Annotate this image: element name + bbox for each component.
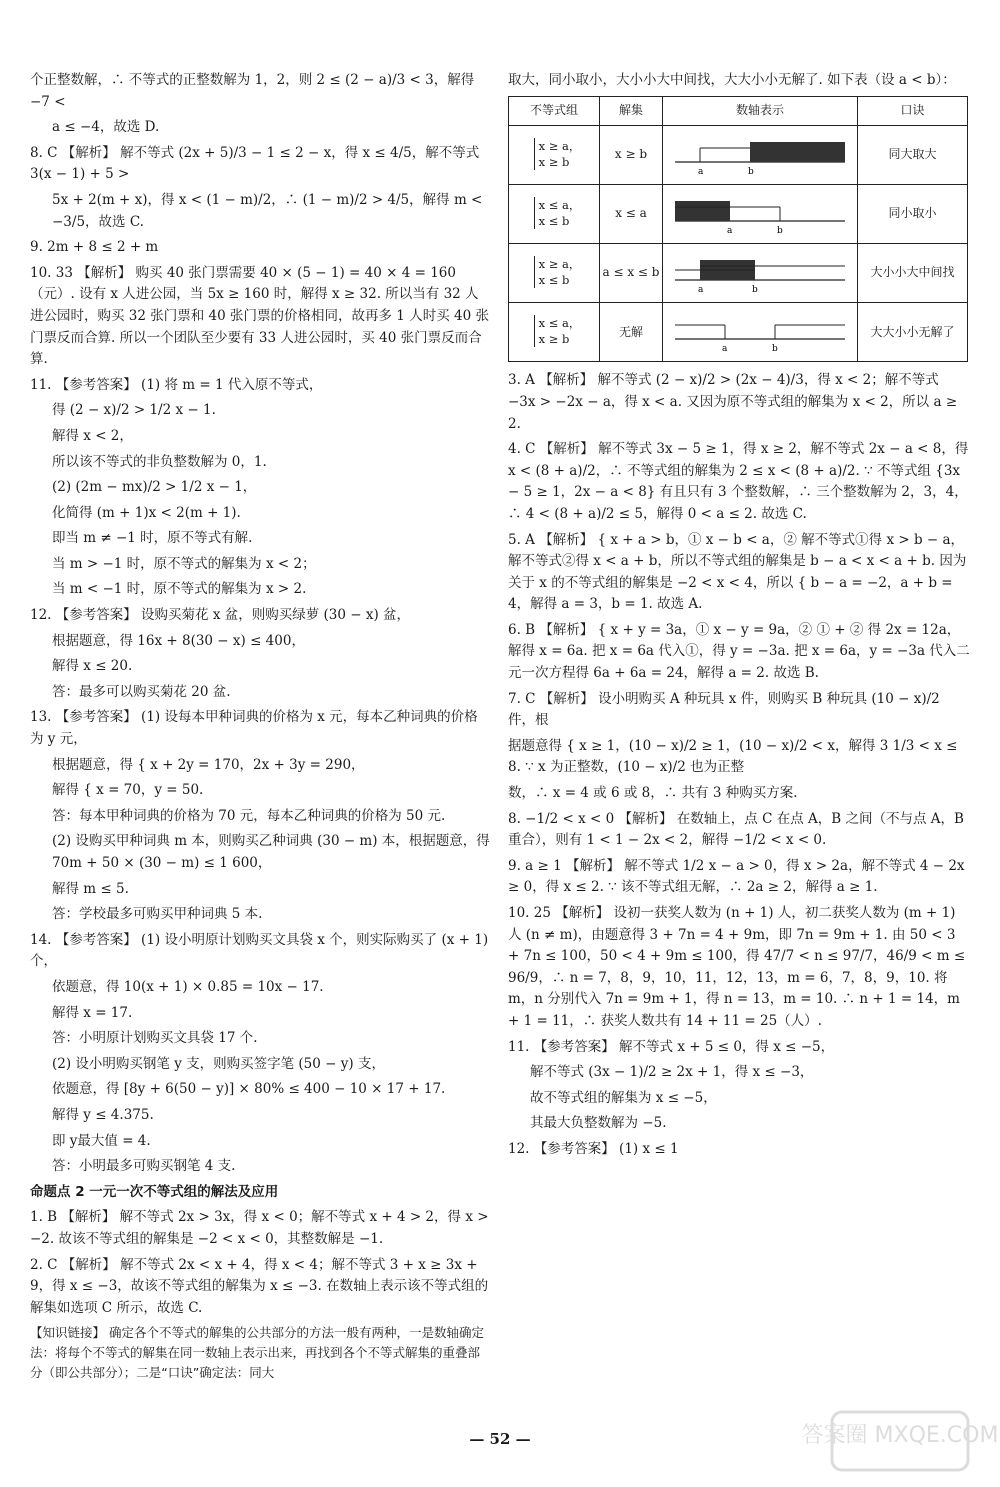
solution-cell: x ≥ b	[600, 125, 663, 184]
inequality-system: x ≥ a， x ≤ b	[534, 256, 581, 288]
left-line: (2) (2m − mx)/2 > 1/2 x − 1，	[52, 479, 257, 496]
number-line	[663, 243, 858, 302]
left-line: 解得 x < 2，	[52, 427, 133, 444]
table-header: 数轴表示	[663, 96, 858, 125]
left-line: 即当 m ≠ −1 时，原不等式有解.	[52, 530, 253, 547]
right-line: 12. 【参考答案】 (1) x ≤ 1	[508, 1140, 679, 1157]
solution-cell: x ≤ a	[600, 184, 663, 243]
svg-text:b: b	[777, 225, 783, 236]
number-line-diagram	[670, 187, 850, 235]
inequality-system: x ≥ a， x ≥ b	[534, 138, 581, 170]
left-line: 13. 【参考答案】 (1) 设每本甲种词典的价格为 x 元，每本乙种词典的价格为 y 元，	[30, 709, 478, 748]
number-line-diagram	[670, 305, 850, 353]
right-line: 4. C 【解析】 解不等式 3x − 5 ≥ 1，得 x ≥ 2，解不等式 2x − a < 8，得 x < (8 + a)/2，∴ 不等式组的解集为 2 ≤ x < (8 + a)/2. ∵ 不等式组 {3x − 5 ≥ 1，2x − a < 8} 有且只有 3 个整数解，∴ 三个整数解为 2，3，4，∴ 4 < (8 + a)/2 ≤ 5，解得 0 < a ≤ 2. 故选 C.	[508, 441, 969, 522]
right-line: 9. a ≥ 1 【解析】 解不等式 1/2 x − a > 0，得 x > 2a，解不等式 4 − 2x ≥ 0，得 x ≤ 2. ∵ 该不等式组无解，∴ 2a ≥ 2，解得 a ≥ 1.	[508, 857, 965, 896]
left-line: 解得 x ≤ 20.	[52, 658, 133, 675]
left-line: 9. 2m + 8 ≤ 2 + m	[30, 239, 159, 256]
left-line: (2) 设小明购买钢笔 y 支，则购买签字笔 (50 − y) 支，	[52, 1055, 385, 1072]
inequality-system: x ≤ a， x ≥ b	[534, 315, 581, 347]
watermark-logo	[801, 1410, 999, 1472]
table-header: 不等式组	[509, 96, 600, 125]
number-line	[663, 303, 858, 362]
right-line: 数，∴ x = 4 或 6 或 8，∴ 共有 3 种购买方案.	[508, 785, 798, 802]
right-line: 8. −1/2 < x < 0 【解析】 在数轴上，点 C 在点 A，B 之间（不与点 A，B 重合），则有 1 < 1 − 2x < 2，解得 −1/2 < x < 0.	[508, 810, 964, 849]
table-row	[509, 303, 968, 362]
rule-cell: 同大取大	[858, 125, 968, 184]
knowledge-link: 【知识链接】 确定各个不等式的解集的公共部分的方法一般有两种，一是数轴确定法：将每个不等式的解集在同一数轴上表示出来，再找到各个不等式解集的重叠部分（即公共部分）；二是“口诀”确定法：同大	[30, 1325, 484, 1381]
left-line: 答：最多可以购买菊花 20 盆.	[52, 683, 231, 700]
left-line: 当 m < −1 时，原不等式的解集为 x > 2.	[52, 581, 307, 598]
left-line: 解得 x = 17.	[52, 1004, 133, 1021]
left-line: 11. 【参考答案】 (1) 将 m = 1 代入原不等式，	[30, 376, 323, 393]
right-line: 6. B 【解析】 { x + y = 3a，① x − y = 9a，② ① + ② 得 2x = 12a，解得 x = 6a. 把 x = 6a 代入①，得 y = −3a. 把 x = 6a，y = −3a 代入二元一次方程得 6a + 6a = 24，解得 a = 2. 故选 B.	[508, 621, 970, 682]
left-line: 当 m > −1 时，原不等式的解集为 x < 2；	[52, 555, 316, 572]
section-heading: 命题点 2 一元一次不等式组的解法及应用	[30, 1183, 279, 1200]
left-line: 解得 { x = 70，y = 50.	[52, 782, 204, 799]
svg-text:b: b	[772, 344, 778, 355]
table-row	[509, 184, 968, 243]
left-line: 答：学校最多可购买甲种词典 5 本.	[52, 906, 263, 923]
right-line: 据题意得 { x ≥ 1，(10 − x)/2 ≥ 1，(10 − x)/2 < x，解得 3 1/3 < x ≤ 8. ∵ x 为正整数，(10 − x)/2 也为正整	[508, 737, 958, 776]
left-line: 解得 m ≤ 5.	[52, 880, 129, 897]
left-line: 得 (2 − x)/2 > 1/2 x − 1.	[52, 402, 216, 419]
rule-cell: 大小小大中间找	[858, 243, 968, 302]
svg-text:a: a	[727, 225, 733, 236]
right-line: 7. C 【解析】 设小明购买 A 种玩具 x 件，则购买 B 种玩具 (10 − x)/2 件，根	[508, 690, 940, 729]
left-line: 2. C 【解析】 解不等式 2x < x + 4，得 x < 4；解不等式 3 + x ≥ 3x + 9，得 x ≤ −3，故该不等式组的解集为 x ≤ −3. 在数轴上表示该不等式组的解集如选项 C 所示，故选 C.	[30, 1256, 489, 1316]
left-line: 依题意，得 10(x + 1) × 0.85 = 10x − 17.	[52, 978, 324, 995]
right-line: 3. A 【解析】 解不等式 (2 − x)/2 > (2x − 4)/3，得 x < 2；解不等式 −3x > −2x − a，得 x < a. 又因为原不等式组的解集为 x < 2，所以 a ≥ 2.	[508, 372, 958, 432]
right-line: 故不等式组的解集为 x ≤ −5，	[530, 1089, 717, 1106]
table-row	[509, 125, 968, 184]
left-line: 依题意，得 [8y + 6(50 − y)] × 80% ≤ 400 − 10 × 17 + 17.	[52, 1081, 446, 1098]
left-line: 8. C 【解析】 解不等式 (2x + 5)/3 − 1 ≤ 2 − x，得 x ≤ 4/5，解不等式 3(x − 1) + 5 >	[30, 144, 480, 183]
right-line: 11. 【参考答案】 解不等式 x + 5 ≤ 0，得 x ≤ −5，	[508, 1038, 835, 1055]
left-line: 12. 【参考答案】 设购买菊花 x 盆，则购买绿萝 (30 − x) 盆，	[30, 607, 411, 624]
table-row	[509, 243, 968, 302]
left-line: 个正整数解，∴ 不等式的正整数解为 1，2，则 2 ≤ (2 − a)/3 < 3，解得 −7 <	[30, 72, 475, 110]
left-line: 答：每本甲种词典的价格为 70 元，每本乙种词典的价格为 50 元.	[52, 807, 446, 824]
right-line: 5. A 【解析】 { x + a > b，① x − b < a，② 解不等式①得 x > b − a，解不等式②得 x < a + b，所以不等式组的解集是 b − a < x < a + b. 因为关于 x 的不等式组的解集是 −2 < x < 4，所以 { b − a = −2，a + b = 4，解得 a = 3，b = 1. 故选 A.	[508, 531, 967, 613]
table-header: 口诀	[858, 96, 968, 125]
right-line: 其最大负整数解为 −5.	[530, 1115, 667, 1132]
table-header: 解集	[600, 96, 663, 125]
left-line: 10. 33 【解析】 购买 40 张门票需要 40 × (5 − 1) = 40 × 4 = 160（元）. 设有 x 人进公园，当 5x ≥ 160 时，解得 x ≥ 32. 所以当有 32 人进公园时，购买 32 张门票和 40 张门票的价格相同，故再多 1 人时买 40 张门票反而合算. 所以一个团队至少要有 33 人进公园时，买 40 张门票反而合算.	[30, 264, 489, 368]
left-line: 即 y最大值 = 4.	[52, 1132, 151, 1149]
left-line: 根据题意，得 16x + 8(30 − x) ≤ 400，	[52, 632, 305, 649]
number-line-diagram	[670, 128, 850, 176]
rule-cell: 同小取小	[858, 184, 968, 243]
left-line: 所以该不等式的非负整数解为 0，1.	[52, 453, 267, 470]
svg-text:b: b	[748, 166, 754, 177]
left-line: 化简得 (m + 1)x < 2(m + 1).	[52, 504, 241, 521]
left-line: 根据题意，得 { x + 2y = 170，2x + 3y = 290，	[52, 756, 365, 773]
number-line	[663, 125, 858, 184]
right-line: 解不等式 (3x − 1)/2 ≥ 2x + 1，得 x ≤ −3，	[530, 1064, 814, 1081]
svg-text:a: a	[698, 166, 704, 177]
svg-text:a: a	[722, 344, 728, 355]
right-intro: 取大，同小取小，大小小大中间找，大大小小无解了. 如下表（设 a < b）：	[508, 72, 956, 88]
number-line-diagram	[670, 246, 850, 294]
right-column	[508, 70, 970, 1165]
page-number: — 52 —	[469, 1430, 531, 1448]
left-line: 1. B 【解析】 解不等式 2x > 3x，得 x < 0；解不等式 x + 4 > 2，得 x > −2. 故该不等式组的解集是 −2 < x < 0，其整数解是 −1.	[30, 1209, 489, 1247]
left-line: 答：小明原计划购买文具袋 17 个.	[52, 1030, 258, 1047]
left-line: 14. 【参考答案】 (1) 设小明原计划购买文具袋 x 个，则实际购买了 (x + 1) 个，	[30, 931, 489, 970]
left-column	[30, 70, 490, 1387]
rule-cell: 大大小小无解了	[858, 303, 968, 362]
right-line: 10. 25 【解析】 设初一获奖人数为 (n + 1) 人，初二获奖人数为 (m + 1) 人 (n ≠ m)，由题意得 3 + 7n = 4 + 9m，即 7n = 9m + 1. 由 50 < 3 + 7n ≤ 100，50 < 4 + 9m ≤ 100，得 47/7 < n ≤ 97/7，46/9 < m ≤ 96/9，∴ n = 7，8，9，10，11，12，13，m = 6，7，8，9，10. 将 m，n 分别代入 7n = 9m + 1，得 n = 13，m = 10. ∴ n + 1 = 14，m + 1 = 11，∴ 获奖人数共有 14 + 11 = 25（人）.	[508, 905, 966, 1029]
left-line: 5x + 2(m + x)，得 x < (1 − m)/2，∴ (1 − m)/2 > 4/5，解得 m < −3/5，故选 C.	[52, 191, 483, 230]
svg-text:a: a	[698, 284, 704, 295]
inequality-system: x ≤ a， x ≤ b	[534, 197, 581, 229]
left-line: 答：小明最多可购买钢笔 4 支.	[52, 1158, 236, 1175]
svg-text:b: b	[752, 284, 758, 295]
left-line: 解得 y ≤ 4.375.	[52, 1106, 154, 1123]
solution-cell: 无解	[600, 303, 663, 362]
solution-cell: a ≤ x ≤ b	[600, 243, 663, 302]
inequality-rule-table	[508, 96, 968, 363]
left-line: (2) 设购买甲种词典 m 本，则购买乙种词典 (30 − m) 本，根据题意，得 70m + 50 × (30 − m) ≤ 1 600，	[52, 833, 490, 871]
left-line: a ≤ −4，故选 D.	[52, 119, 160, 136]
svg-text:答案圈 MXQE.COM: 答案圈 MXQE.COM	[801, 1423, 999, 1448]
number-line	[663, 184, 858, 243]
